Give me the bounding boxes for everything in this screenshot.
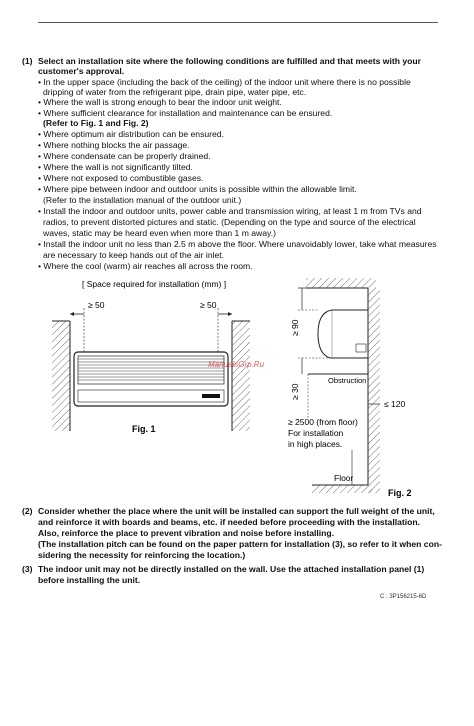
section2-number: (2) xyxy=(22,506,33,516)
bullet-upper-space-line1: • In the upper space (including the back of the ceiling) of the indoor unit where there is no possible xyxy=(38,77,411,87)
figure-2-diagram xyxy=(272,278,420,503)
high-place-note-line2: in high places. xyxy=(288,439,343,449)
bullet-wall-strength: • Where the wall is strong enough to bear the indoor unit weight. xyxy=(38,97,282,107)
right-arrowhead xyxy=(228,312,232,316)
space-required-label: [ Space required for installation (mm) ] xyxy=(82,279,227,289)
section3-line1: The indoor unit may not be directly installed on the wall. Use the attached installation panel (1) xyxy=(38,564,425,574)
bullet-height-line1: • Install the indoor unit no less than 2.5 m above the floor. Where unavoidably lower, take what measures xyxy=(38,239,437,249)
section1-number: (1) xyxy=(22,56,33,66)
watermark: ManualsGrp.Ru xyxy=(208,360,265,369)
bullet-pipe-line1: • Where pipe between indoor and outdoor units is possible within the allowable limit. xyxy=(38,184,357,194)
bullet-height-line2: are necessary to keep hands out of the air inlet. xyxy=(43,250,225,260)
bullet-tv-line2: radios, to prevent distorted pictures and static. (Depending on the type and source of the electrical xyxy=(43,217,416,227)
figure-1-diagram xyxy=(52,278,265,438)
right-clearance-label: ≥ 50 xyxy=(200,300,217,310)
bullet-tv-line3: waves, static may be heard even when more than 1 m away.) xyxy=(43,228,276,238)
section2-line2: and reinforce it with boards and beams, etc. if needed before proceeding with the installation. xyxy=(38,517,421,527)
side-clearance-label: ≤ 120 xyxy=(384,399,406,409)
section1-heading-line2: customer's approval. xyxy=(38,66,125,76)
bullet-air-reach: • Where the cool (warm) air reaches all across the room. xyxy=(38,261,253,271)
section1-heading-line1: Select an installation site where the following conditions are fulfilled and that meets with your xyxy=(38,56,421,66)
bullet-condensate: • Where condensate can be properly drained. xyxy=(38,151,211,161)
section2-line1: Consider whether the place where the unit will be installed can support the full weight of the unit, xyxy=(38,506,435,516)
left-arrowhead xyxy=(70,312,74,316)
bullet-air-passage: • Where nothing blocks the air passage. xyxy=(38,140,190,150)
left-wall-hatch xyxy=(52,321,70,431)
high-place-note-line1: For installation xyxy=(288,428,344,438)
floor-hatch xyxy=(312,485,372,493)
display-strip xyxy=(202,394,220,398)
top-clearance-label: ≥ 90 xyxy=(290,319,300,336)
wall-hatch xyxy=(368,288,380,493)
bullet-clearance: • Where sufficient clearance for installation and maintenance can be ensured. xyxy=(38,108,333,118)
floor-label: Floor xyxy=(334,473,354,483)
right-wall-hatch xyxy=(232,321,250,431)
section3-number: (3) xyxy=(22,564,33,574)
section2-line4: (The installation pitch can be found on the paper pattern for installation (3), so refer to it when con- xyxy=(38,539,442,549)
unit-outlet xyxy=(356,344,366,352)
bullet-combustible-gases: • Where not exposed to combustible gases. xyxy=(38,173,204,183)
bullet-wall-tilt: • Where the wall is not significantly tilted. xyxy=(38,162,193,172)
section3-line2: before installing the unit. xyxy=(38,575,141,585)
section2-line3: Also, reinforce the place to prevent vibration and noise before installing. xyxy=(38,528,335,538)
figure-reference: (Refer to Fig. 1 and Fig. 2) xyxy=(43,118,149,128)
obstruction-label: Obstruction xyxy=(328,376,367,385)
figure-2-caption: Fig. 2 xyxy=(388,488,412,498)
ceiling-hatch xyxy=(306,278,376,288)
bullet-upper-space-line2: dripping of water from the refrigerant pipe, drain pipe, water pipe, etc. xyxy=(43,87,307,97)
floor-height-label: ≥ 2500 (from floor) xyxy=(288,417,358,427)
bullet-tv-line1: • Install the indoor and outdoor units, power cable and transmission wiring, at least 1 m from TVs and xyxy=(38,206,422,216)
document-code: C : 3P156215-6D xyxy=(380,594,427,600)
figure-1-caption: Fig. 1 xyxy=(132,424,156,434)
bullet-air-distribution: • Where optimum air distribution can be ensured. xyxy=(38,129,224,139)
bullet-pipe-line2: (Refer to the installation manual of the outdoor unit.) xyxy=(43,195,242,205)
top-rule xyxy=(38,22,438,23)
bottom-clearance-label: ≥ 30 xyxy=(290,383,300,400)
section2-line5: sidering the necessity for reinforcing the location.) xyxy=(38,550,246,560)
left-clearance-label: ≥ 50 xyxy=(88,300,105,310)
